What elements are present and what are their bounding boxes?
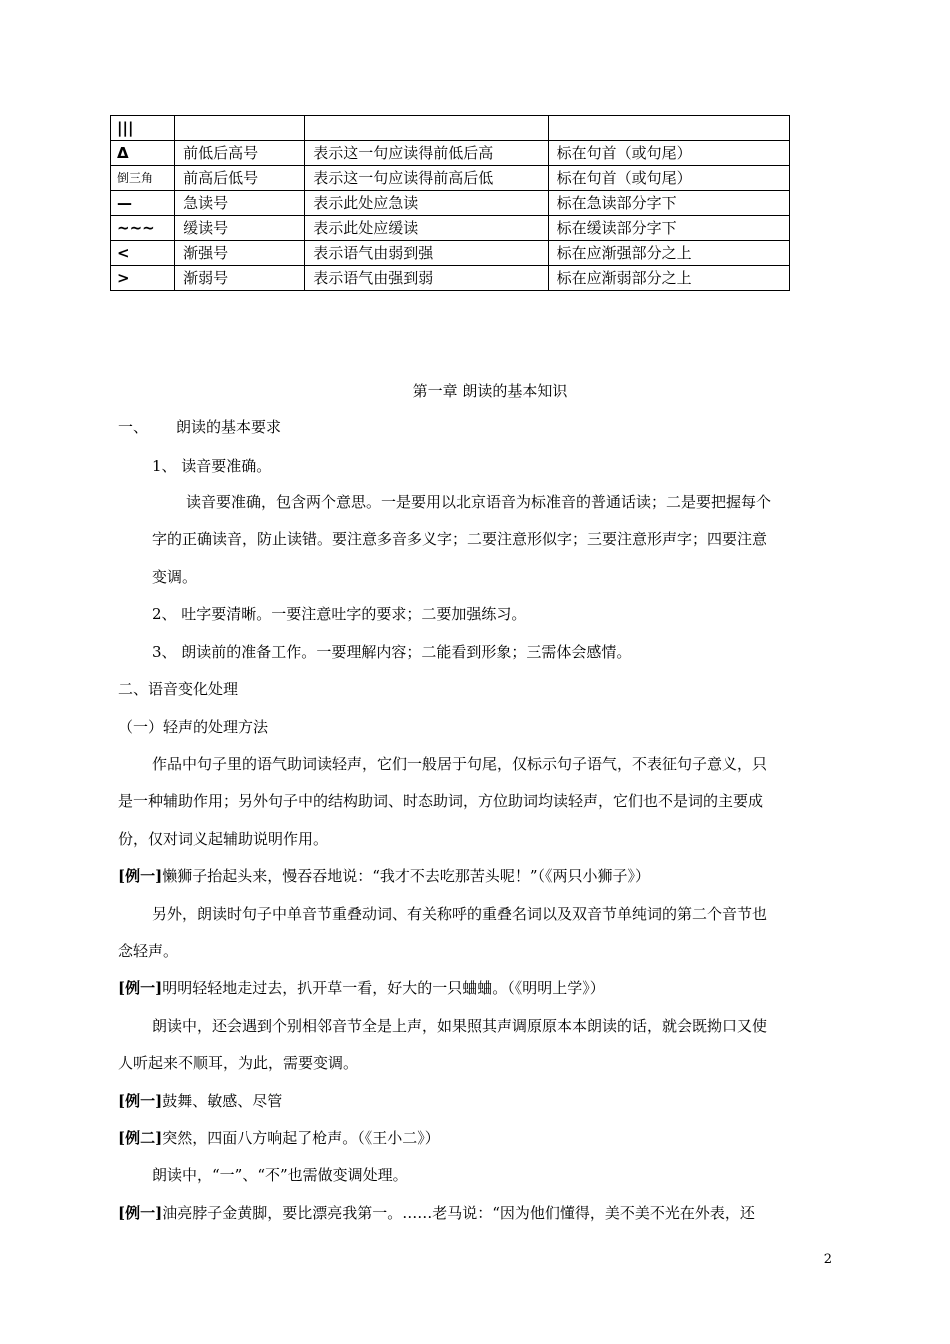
example-label: [例一] bbox=[118, 979, 163, 997]
symbol-cell: < bbox=[111, 241, 175, 266]
table-row bbox=[111, 241, 790, 266]
list-item: 1、 读音要准确。 bbox=[152, 457, 272, 475]
symbol-cell: > bbox=[111, 266, 175, 291]
name-cell: 前高后低号 bbox=[175, 166, 305, 191]
paragraph-line: 变调。 bbox=[152, 568, 198, 586]
example-line bbox=[118, 1091, 282, 1111]
section1-number: 一、 bbox=[118, 418, 149, 436]
name-cell: 渐强号 bbox=[175, 241, 305, 266]
example-line bbox=[118, 978, 605, 998]
paragraph-line: 字的正确读音，防止读错。要注意多音多义字；二要注意形似字；三要注意形声字；四要注意 bbox=[152, 530, 768, 548]
meaning-cell: 表示这一句应读得前低后高 bbox=[305, 141, 548, 166]
example-label: [例二] bbox=[118, 1129, 163, 1147]
name-cell: 前低后高号 bbox=[175, 141, 305, 166]
list-item: 2、 吐字要清晰。一要注意吐字的要求；二要加强练习。 bbox=[152, 605, 527, 623]
table-row bbox=[111, 191, 790, 216]
meaning-cell: 表示此处应缓读 bbox=[305, 216, 548, 241]
symbol-cell: — bbox=[111, 191, 175, 216]
paragraph-line: 份，仅对词义起辅助说明作用。 bbox=[118, 830, 329, 848]
placement-cell: 标在应渐强部分之上 bbox=[548, 241, 789, 266]
page-number: 2 bbox=[823, 1252, 832, 1267]
table-row bbox=[111, 266, 790, 291]
paragraph-line: 朗读中，“一”、“不”也需做变调处理。 bbox=[152, 1166, 408, 1184]
chapter-title: 第一章 朗读的基本知识 bbox=[412, 382, 568, 400]
section1-heading bbox=[118, 417, 281, 437]
placement-cell bbox=[548, 116, 789, 141]
table-row bbox=[111, 141, 790, 166]
symbol-table bbox=[110, 115, 790, 291]
paragraph-line: 是一种辅助作用；另外句子中的结构助词、时态助词，方位助词均读轻声，它们也不是词的主要成 bbox=[118, 792, 764, 810]
subsection-heading: （一）轻声的处理方法 bbox=[118, 718, 269, 736]
table-row bbox=[111, 166, 790, 191]
example-label: [例一] bbox=[118, 1092, 163, 1110]
table-row bbox=[111, 216, 790, 241]
example-label: [例一] bbox=[118, 1204, 163, 1222]
example-line bbox=[118, 866, 650, 886]
name-cell: 急读号 bbox=[175, 191, 305, 216]
symbol-cell: ~~~ bbox=[111, 216, 175, 241]
paragraph-line: 读音要准确，包含两个意思。一是要用以北京语音为标准音的普通话读；二是要把握每个 bbox=[186, 493, 772, 511]
meaning-cell: 表示这一句应读得前高后低 bbox=[305, 166, 548, 191]
section1-title: 朗读的基本要求 bbox=[176, 418, 282, 436]
example-text: 明明轻轻地走过去，扒开草一看，好大的一只蛐蛐。（《明明上学》） bbox=[162, 979, 605, 997]
paragraph-line: 作品中句子里的语气助词读轻声，它们一般居于句尾，仅标示句子语气，不表征句子意义，只 bbox=[152, 755, 768, 773]
example-text: 懒狮子抬起头来，慢吞吞地说：“我才不去吃那苦头呢！”（《两只小狮子》） bbox=[162, 867, 651, 885]
meaning-cell: 表示语气由强到弱 bbox=[305, 266, 548, 291]
example-text: 鼓舞、敏感、尽管 bbox=[162, 1092, 283, 1110]
paragraph-line: 另外，朗读时句子中单音节重叠动词、有关称呼的重叠名词以及双音节单纯词的第二个音节也 bbox=[152, 905, 768, 923]
meaning-cell: 表示此处应急读 bbox=[305, 191, 548, 216]
symbol-cell: Δ bbox=[111, 141, 175, 166]
placement-cell: 标在应渐弱部分之上 bbox=[548, 266, 789, 291]
meaning-cell bbox=[305, 116, 548, 141]
placement-cell: 标在句首（或句尾） bbox=[548, 141, 789, 166]
list-item: 3、 朗读前的准备工作。一要理解内容；二能看到形象；三需体会感情。 bbox=[152, 643, 632, 661]
placement-cell: 标在句首（或句尾） bbox=[548, 166, 789, 191]
example-label: [例一] bbox=[118, 867, 163, 885]
name-cell bbox=[175, 116, 305, 141]
table-row bbox=[111, 116, 790, 141]
example-text: 突然，四面八方响起了枪声。（《王小二》） bbox=[162, 1129, 440, 1147]
example-text: 油亮脖子金黄脚，要比漂亮我第一。……老马说：“因为他们懂得，美不美不光在外表，还 bbox=[162, 1204, 755, 1222]
meaning-cell: 表示语气由弱到强 bbox=[305, 241, 548, 266]
placement-cell: 标在缓读部分字下 bbox=[548, 216, 789, 241]
placement-cell: 标在急读部分字下 bbox=[548, 191, 789, 216]
name-cell: 渐弱号 bbox=[175, 266, 305, 291]
paragraph-line: 人听起来不顺耳，为此，需要变调。 bbox=[118, 1054, 359, 1072]
section2-heading: 二、语音变化处理 bbox=[118, 680, 239, 698]
paragraph-line: 朗读中，还会遇到个别相邻音节全是上声，如果照其声调原原本本朗读的话，就会既拗口又使 bbox=[152, 1017, 768, 1035]
symbol-cell: 倒三角 bbox=[111, 166, 175, 191]
example-line bbox=[118, 1128, 440, 1148]
example-line bbox=[118, 1203, 755, 1223]
paragraph-line: 念轻声。 bbox=[118, 942, 179, 960]
symbol-cell: ||| bbox=[111, 116, 175, 141]
name-cell: 缓读号 bbox=[175, 216, 305, 241]
